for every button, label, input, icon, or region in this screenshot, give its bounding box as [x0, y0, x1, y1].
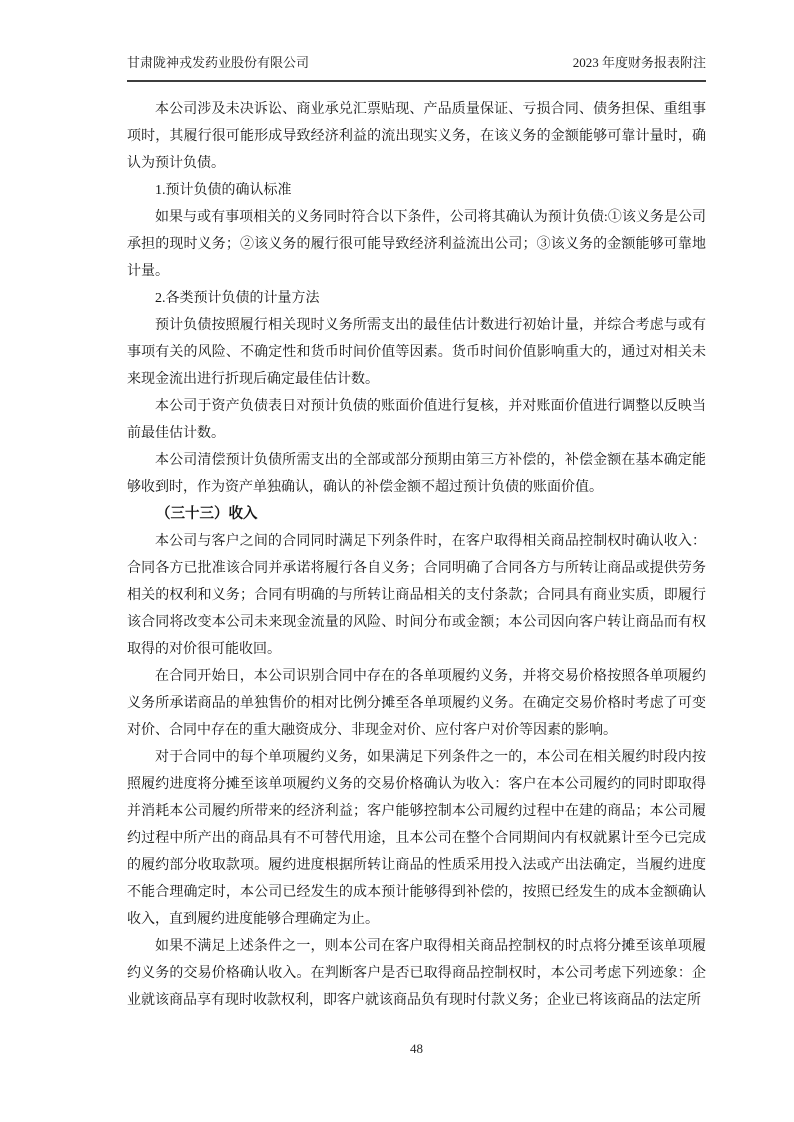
section-heading-revenue: （三十三）收入 [156, 506, 258, 522]
paragraph: 本公司与客户之间的合同同时满足下列条件时，在客户取得相关商品控制权时确认收入：合同各方已批准该合同并承诺将履行各自义务；合同明确了合同各方与所转让商品或提供劳务相关的权利和义务；合同有明确的与所转让商品相关的支付条款；合同具有商业实质，即履行该合同将改变本公司未来现金流量的风险、时间分布或金额；本公司因向客户转让商品而有权取得的对价很可能收回。 [127, 534, 706, 657]
paragraph: 如果与或有事项相关的义务同时符合以下条件，公司将其确认为预计负债:①该义务是公司承担的现时义务；②该义务的履行很可能导致经济利益流出公司；③该义务的金额能够可靠地计量。 [127, 210, 706, 279]
page-footer [127, 1041, 706, 1057]
heading-provision-measurement: 2.各类预计负债的计量方法 [155, 291, 320, 306]
page-header [127, 54, 706, 82]
header-doc-title: 2023 年度财务报表附注 [572, 55, 706, 70]
paragraph: 预计负债按照履行相关现时义务所需支出的最佳估计数进行初始计量，并综合考虑与或有事项有关的风险、不确定性和货币时间价值等因素。货币时间价值影响重大的，通过对相关未来现金流出进行折现后确定最佳估计数。 [127, 318, 706, 387]
document-body [127, 96, 706, 1014]
paragraph: 本公司涉及未决诉讼、商业承兑汇票贴现、产品质量保证、亏损合同、债务担保、重组事项时，其履行很可能形成导致经济利益的流出现实义务，在该义务的金额能够可靠计量时，确认为预计负债。 [127, 102, 706, 171]
paragraph: 本公司于资产负债表日对预计负债的账面价值进行复核，并对账面价值进行调整以反映当前最佳估计数。 [127, 399, 706, 441]
paragraph: 本公司清偿预计负债所需支出的全部或部分预期由第三方补偿的，补偿金额在基本确定能够收到时，作为资产单独确认，确认的补偿金额不超过预计负债的账面价值。 [127, 453, 706, 495]
page-number: 48 [410, 1041, 423, 1056]
paragraph: 在合同开始日，本公司识别合同中存在的各单项履约义务，并将交易价格按照各单项履约义务所承诺商品的单独售价的相对比例分摊至各单项履约义务。在确定交易价格时考虑了可变对价、合同中存在的重大融资成分、非现金对价、应付客户对价等因素的影响。 [127, 669, 706, 738]
paragraph: 如果不满足上述条件之一，则本公司在客户取得相关商品控制权的时点将分摊至该单项履约义务的交易价格确认收入。在判断客户是否已取得商品控制权时，本公司考虑下列迹象：企业就该商品享有现时收款权利，即客户就该商品负有现时付款义务；企业已将该商品的法定所 [127, 939, 706, 1008]
heading-provision-recognition: 1.预计负债的确认标准 [155, 183, 292, 198]
header-company-name: 甘肃陇神戎发药业股份有限公司 [127, 55, 310, 70]
paragraph: 对于合同中的每个单项履约义务，如果满足下列条件之一的，本公司在相关履约时段内按照履约进度将分摊至该单项履约义务的交易价格确认为收入：客户在本公司履约的同时即取得并消耗本公司履约所带来的经济利益；客户能够控制本公司履约过程中在建的商品；本公司履约过程中所产出的商品具有不可替代用途，且本公司在整个合同期间内有权就累计至今已完成的履约部分收取款项。履约进度根据所转让商品的性质采用投入法或产出法确定，当履约进度不能合理确定时，本公司已经发生的成本预计能够得到补偿的，按照已经发生的成本金额确认收入，直到履约进度能够合理确定为止。 [127, 750, 706, 927]
